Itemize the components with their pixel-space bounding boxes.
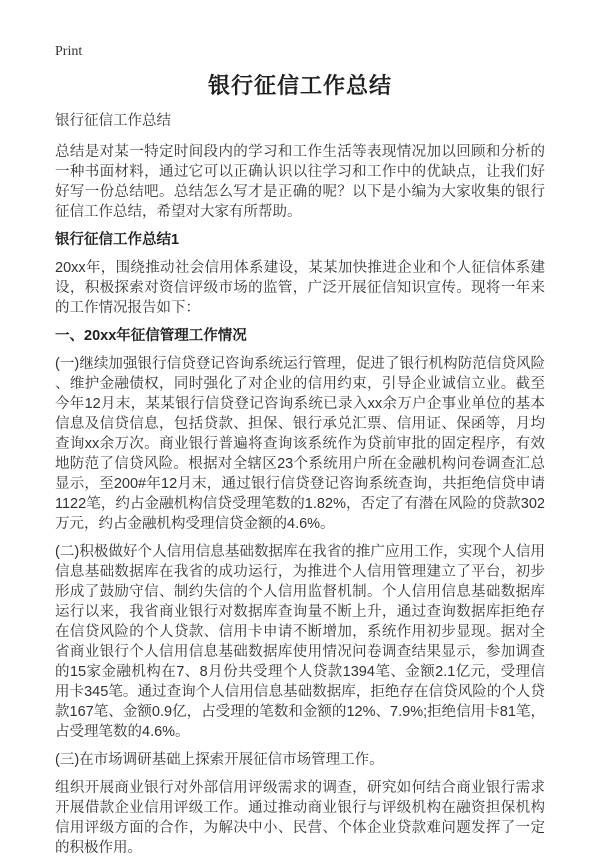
print-button[interactable]: Print [55, 44, 83, 59]
intro-paragraph: 总结是对某一特定时间段内的学习和工作生活等表现情况加以回顾和分析的一种书面材料，通过它可以正确认识以往学习和工作中的优缺点，让我们好好写一份总结吧。总结怎么写才是正确的呢？以下是小编为大家收集的银行征信工作总结，希望对大家有所帮助。 [55, 144, 545, 220]
section-one-item-1: (一)继续加强银行信贷登记咨询系统运行管理，促进了银行机构防范信贷风险、维护金融债权，同时强化了对企业的信用约束，引导企业诚信立业。截至今年12月末，某某银行信贷登记咨询系统已录入xx余万户企事业单位的基本信息及信贷信息，包括贷款、担保、银行承兑汇票、信用证、保函等，月均查询xx余万次。商业银行普遍将查询该系统作为贷前审批的固定程序，有效地防范了信贷风险。根据对全辖区23个系统用户所在金融机构问卷调查汇总显示，至200#年12月末，通过银行信贷登记咨询系统查询，共拒绝信贷申请1122笔，约占金融机构信贷受理笔数的1.82%，否定了有潜在风险的贷款302万元，约占金融机构受理信贷金额的4.6%。 [55, 356, 545, 532]
page-title: 银行征信工作总结 [207, 73, 392, 98]
section-one-item-3: (三)在市场调研基础上探索开展征信市场管理工作。 [55, 752, 384, 768]
summary1-opening-paragraph: 20xx年，围绕推动社会信用体系建设，某某加快推进企业和个人征信体系建设，积极探索对资信评级市场的监管，广泛开展征信知识宣传。现将一年来的工作情况报告如下： [55, 260, 545, 316]
section-one-item-2: (二)积极做好个人信用信息基础数据库在我省的推广应用工作，实现个人信用信息基础数据库在我省的成功运行，为推进个人信用管理建立了平台，初步形成了鼓励守信、制约失信的个人信用监督机制。个人信用信息基础数据库运行以来，我省商业银行对数据库查询量不断上升，通过查询数据库拒绝存在信贷风险的个人贷款、信用卡申请不断增加，系统作用初步显现。据对全省商业银行个人信用信息基础数据库使用情况问卷调查结果显示，参加调查的15家金融机构在7、8月份共受理个人贷款1394笔、金额2.1亿元，受理信用卡345笔。通过查询个人信用信息基础数据库，拒绝存在信贷风险的个人贷款167笔、金额0.9亿，占受理的笔数和金额的12%、7.9%;拒绝信用卡81笔，占受理笔数的4.6%。 [55, 544, 545, 740]
summary1-heading: 银行征信工作总结1 [55, 232, 180, 248]
section-one-heading: 一、20xx年征信管理工作情况 [55, 328, 247, 344]
doc-subtitle: 银行征信工作总结 [55, 113, 171, 129]
closing-paragraph: 组织开展商业银行对外部信用评级需求的调查，研究如何结合商业银行需求开展借款企业信用评级工作。通过推动商业银行与评级机构在融资担保机构信用评级方面的合作，为解决中小、民营、个体企业贷款难问题发挥了一定的积极作用。 [55, 780, 545, 856]
